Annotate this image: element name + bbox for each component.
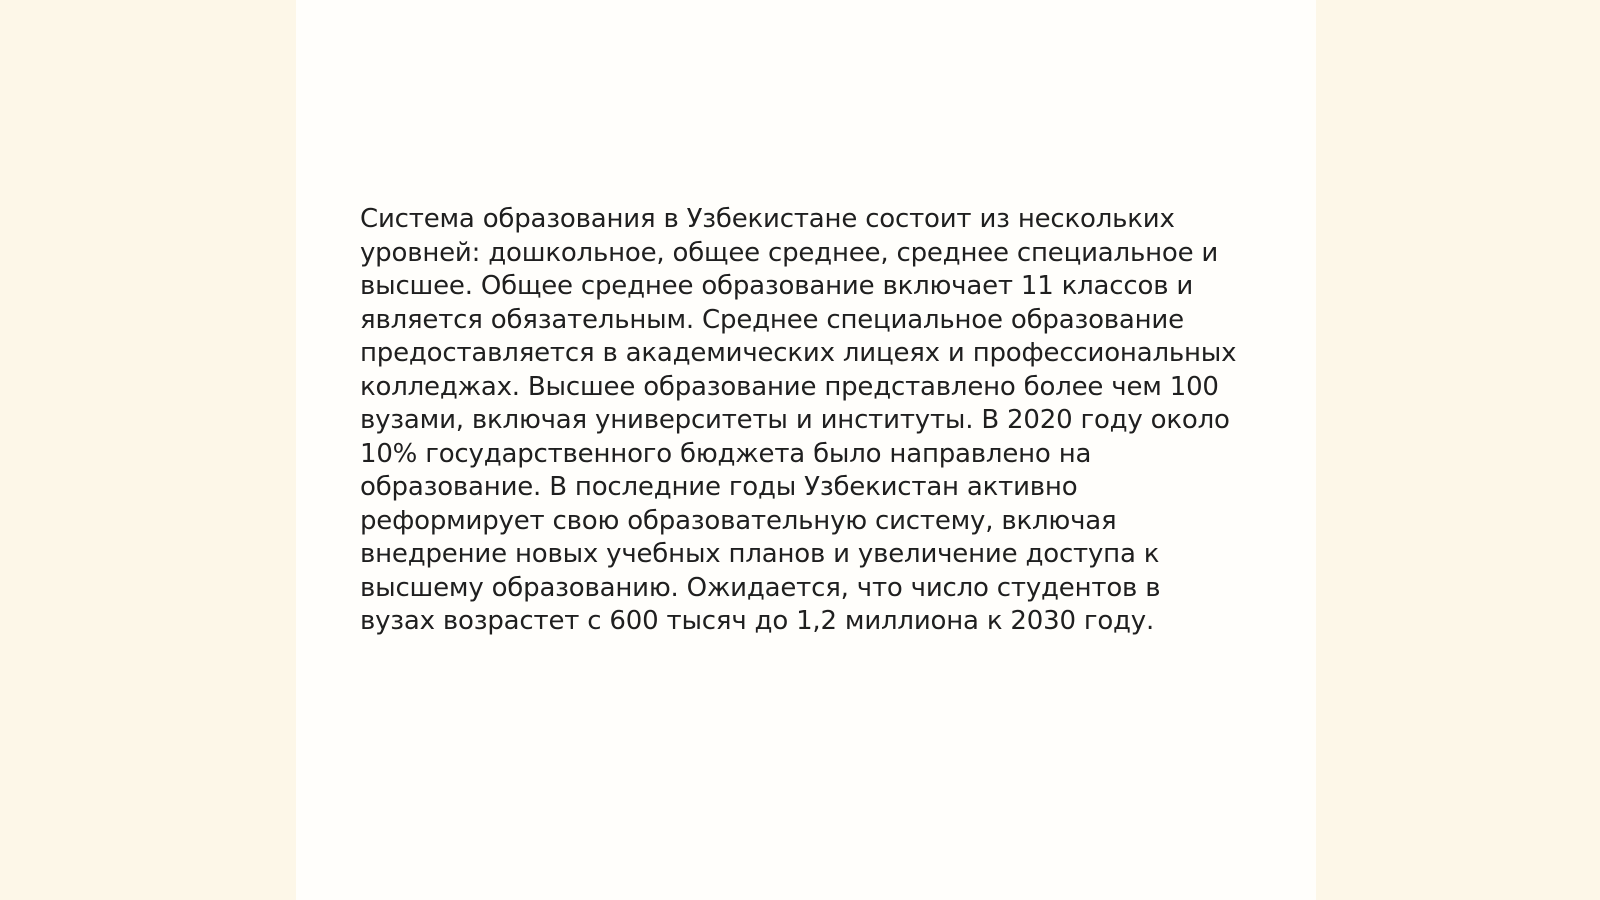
document-page	[296, 0, 1316, 900]
body-paragraph: Система образования в Узбекистане состоит из нескольких уровней: дошкольное, общее среднее, среднее специальное и высшее. Общее среднее образование включает 11 классов и является обязательным. Среднее специальное образование предоставляется в академических лицеях и профессиональных колледжах. Высшее образование представлено более чем 100 вузами, включая университеты и институты. В 2020 году около 10% государственного бюджета было направлено на образование. В последние годы Узбекистан активно реформирует свою образовательную систему, включая внедрение новых учебных планов и увеличение доступа к высшему образованию. Ожидается, что число студентов в вузах возрастет с 600 тысяч до 1,2 миллиона к 2030 году.	[360, 204, 1237, 636]
